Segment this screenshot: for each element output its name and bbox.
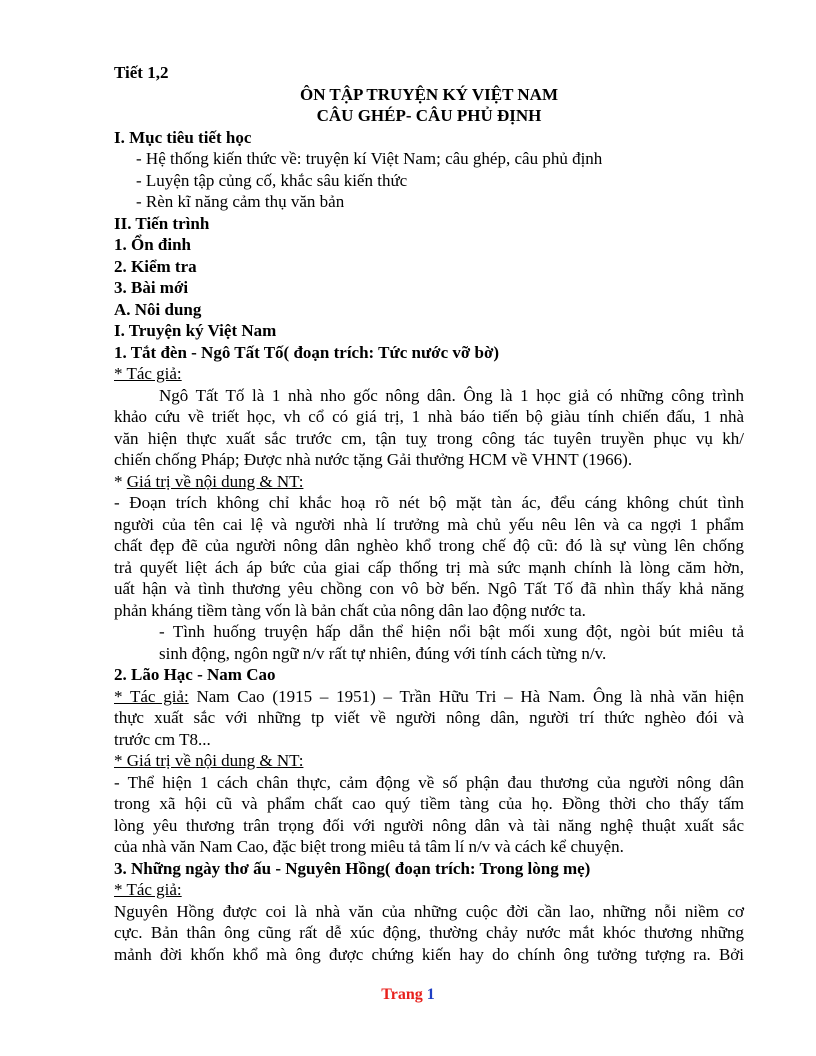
page-number: 1 [426, 986, 435, 1003]
page-title: ÔN TẬP TRUYỆN KÝ VIỆT NAM [299, 84, 559, 104]
bullet-item: - Luyện tập củng cố, khắc sâu kiến thức [136, 170, 408, 190]
document-page [114, 62, 744, 965]
work-heading: 1. Tắt đèn - Ngô Tất Tố( đoạn trích: Tức nước vỡ bờ) [114, 342, 500, 362]
paragraph-line: văn hiện thực xuất sắc trước cm, tận tuỵ trong công tác tuyên truyền phục vụ kh/ [114, 428, 744, 448]
bullet-item: - Hệ thống kiến thức về: truyện kí Việt Nam; câu ghép, câu phủ định [136, 149, 603, 168]
lesson-label: Tiết 1,2 [114, 63, 169, 82]
step-heading: 2. Kiểm tra [114, 256, 197, 276]
section-heading: I. Mục tiêu tiết học [114, 127, 252, 147]
subsection-label [114, 471, 744, 493]
asterisk: * [114, 471, 127, 491]
paragraph-line: Nguyên Hồng được coi là nhà văn của những cuộc đời cần lao, những nỗi niềm cơ [114, 901, 744, 921]
step-heading: 1. Ổn đinh [114, 235, 192, 254]
paragraph-line: trong xã hội cũ và phẩm chất cao quý tiềm tàng của họ. Đồng thời cho thấy tấm [114, 794, 744, 813]
paragraph-line: trả quyết liệt ách áp bức của giai cấp thống trị mà sức mạnh chính là lòng căm hờn, [114, 557, 744, 577]
paragraph-line: trước cm T8... [114, 729, 211, 749]
paragraph-line: lòng yêu thương trân trọng đối với người nông dân và tài năng nghệ thuật xuất sắc [114, 815, 744, 835]
subsection-label-text: Giá trị về nội dung & NT: [126, 471, 304, 491]
subsection-label: * Tác giả: [114, 364, 182, 383]
paragraph-line: phản kháng tiềm tàng vốn là bản chất của nông dân lao động nước ta. [114, 600, 586, 620]
section-heading: I. Truyện ký Việt Nam [114, 321, 277, 340]
paragraph-line: khảo cứu về triết học, vh cổ có giá trị, 1 nhà báo tiến bộ giàu tính chiến đấu, 1 nhà [114, 407, 744, 426]
paragraph-line: chiến chống Pháp; Được nhà nước tặng Gải thưởng HCM về VHNT (1966). [114, 450, 633, 469]
page-footer [0, 986, 816, 1004]
bullet-item: - Rèn kĩ năng cảm thụ văn bản [136, 192, 345, 211]
paragraph-line: cực. Bản thân ông cũng rất dễ xúc động, thường chảy nước mắt khóc thương những [114, 923, 744, 942]
subsection-label: * Giá trị về nội dung & NT: [114, 751, 304, 770]
paragraph-text: Nam Cao (1915 – 1951) – Trần Hữu Tri – Hà Nam. Ông là nhà văn hiện [188, 686, 744, 706]
paragraph-line: - Đoạn trích không chỉ khắc hoạ rõ nét bộ mặt tàn ác, đểu cáng không chút tình [114, 493, 744, 512]
paragraph-line: - Thể hiện 1 cách chân thực, cảm động về số phận đau thương của người nông dân [114, 772, 744, 792]
paragraph-line: Ngô Tất Tố là 1 nhà nho gốc nông dân. Ông là 1 học giả có những công trình [159, 385, 744, 405]
section-heading: A. Nôi dung [114, 299, 202, 319]
paragraph-line: mảnh đời khốn khổ mà ông được chứng kiến hay do chính ông tưởng tượng ra. Bởi [114, 944, 744, 964]
page-subtitle: CÂU GHÉP- CÂU PHỦ ĐỊNH [316, 106, 542, 125]
paragraph-line: thực xuất sắc với những tp viết về người nông dân, người trí thức nghèo đói và [114, 708, 744, 727]
paragraph-line: sinh động, ngôn ngữ n/v rất tự nhiên, đúng với tính cách từng n/v. [159, 643, 607, 663]
step-heading: 3. Bài mới [114, 278, 189, 297]
paragraph-line: uất hận và tình thương yêu chồng con vô bờ bến. Ngô Tất Tố đã nhìn thấy khả năng [114, 579, 744, 598]
section-heading: II. Tiến trình [114, 213, 210, 233]
page-label: Trang [381, 986, 423, 1003]
paragraph-line: - Tình huống truyện hấp dẫn thể hiện nổi bật mối xung đột, ngòi bút miêu tả [159, 622, 744, 641]
subsection-label: * Tác giả: [114, 880, 182, 899]
paragraph-line [114, 686, 744, 708]
paragraph-line: của nhà văn Nam Cao, đặc biệt trong miêu tả tâm lí n/v và cách kể chuyện. [114, 837, 624, 856]
work-heading: 3. Những ngày thơ ấu - Nguyên Hồng( đoạn trích: Trong lòng mẹ) [114, 858, 591, 878]
paragraph-line: người của tên cai lệ và người nhà lí trưởng mà chủ yếu nêu lên và ca ngợi 1 phẩm [114, 514, 744, 534]
subsection-label: * Tác giả: [114, 686, 189, 706]
paragraph-line: chất đẹp đẽ của người nông dân nghèo khổ trong chế độ cũ: đó là sự vùng lên chống [114, 536, 744, 555]
work-heading: 2. Lão Hạc - Nam Cao [114, 665, 276, 684]
